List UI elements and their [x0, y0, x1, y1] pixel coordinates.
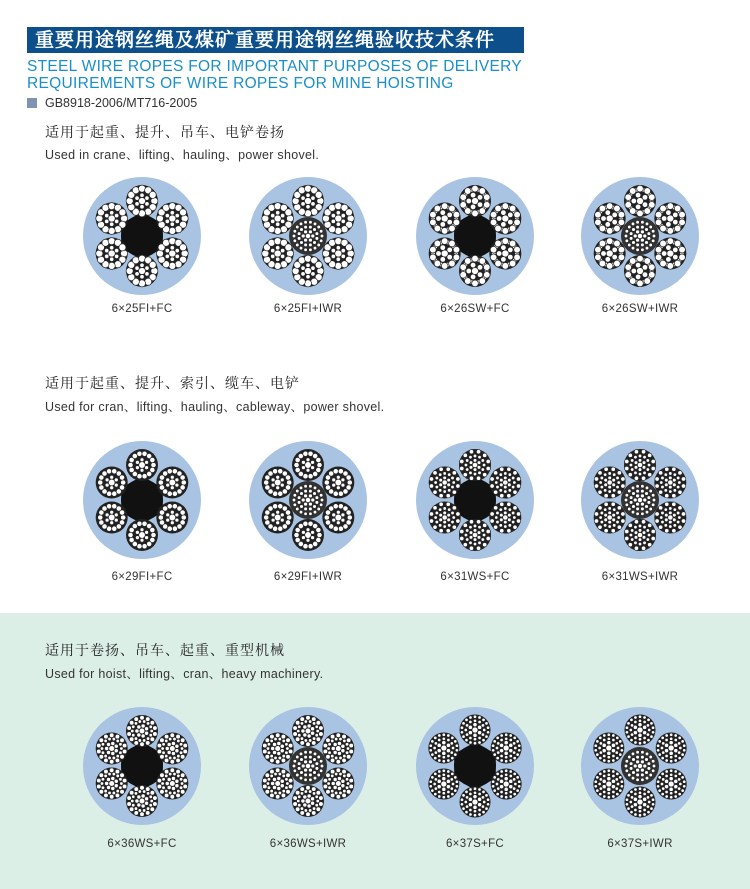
section-3-title-zh: 适用于卷扬、吊车、起重、重型机械	[45, 643, 285, 659]
bullet-square-icon	[27, 98, 37, 108]
rope-cross-section-svg	[248, 176, 368, 296]
rope-diagram	[82, 176, 202, 296]
rope-cross-section-svg	[415, 176, 535, 296]
rope-diagram	[415, 176, 535, 296]
rope-diagram	[82, 706, 202, 826]
rope-cross-section-svg	[82, 440, 202, 560]
page-title-en	[27, 58, 522, 92]
rope-diagram	[415, 440, 535, 560]
rope-label: 6×26SW+FC	[440, 303, 510, 315]
section-1-title-en: Used in crane、lifting、hauling、power shovel.	[45, 148, 320, 162]
rope-cross-section-svg	[580, 706, 700, 826]
standard-text: GB8918-2006/MT716-2005	[45, 96, 198, 110]
rope-label: 6×29FI+FC	[111, 571, 173, 583]
rope-cross-section-svg	[580, 440, 700, 560]
rope-diagram	[248, 706, 368, 826]
rope-cross-section-svg	[82, 706, 202, 826]
rope-label: 6×36WS+IWR	[269, 838, 347, 850]
section-2-title-en: Used for cran、lifting、hauling、cableway、power shovel.	[45, 400, 385, 414]
rope-cross-section-svg	[248, 440, 368, 560]
rope-label: 6×25FI+IWR	[273, 303, 343, 315]
rope-diagram	[82, 440, 202, 560]
section-2-title-zh: 适用于起重、提升、索引、缆车、电铲	[45, 376, 300, 392]
rope-cross-section-svg	[580, 176, 700, 296]
rope-label: 6×37S+FC	[445, 838, 505, 850]
rope-cross-section-svg	[248, 706, 368, 826]
rope-diagram	[248, 440, 368, 560]
rope-label: 6×31WS+FC	[440, 571, 510, 583]
rope-label: 6×25FI+FC	[111, 303, 173, 315]
rope-cross-section-svg	[415, 706, 535, 826]
rope-cross-section-svg	[82, 176, 202, 296]
title-en-line-1: STEEL WIRE ROPES FOR IMPORTANT PURPOSES OF DELIVERY	[27, 58, 523, 75]
rope-label: 6×26SW+IWR	[601, 303, 679, 315]
title-en-line-2: REQUIREMENTS OF WIRE ROPES FOR MINE HOISTING	[27, 75, 454, 92]
rope-diagram	[248, 176, 368, 296]
rope-label: 6×29FI+IWR	[273, 571, 343, 583]
rope-label: 6×36WS+FC	[107, 838, 177, 850]
rope-label: 6×37S+IWR	[607, 838, 673, 850]
rope-cross-section-svg	[415, 440, 535, 560]
rope-diagram	[580, 176, 700, 296]
page-title-zh: 重要用途钢丝绳及煤矿重要用途钢丝绳验收技术条件	[27, 27, 524, 53]
section-1-title-zh: 适用于起重、提升、吊车、电铲卷扬	[45, 125, 285, 141]
rope-diagram	[415, 706, 535, 826]
section-3-title-en: Used for hoist、lifting、cran、heavy machinery.	[45, 667, 324, 681]
standard-code	[27, 96, 197, 110]
rope-diagram	[580, 706, 700, 826]
rope-diagram	[580, 440, 700, 560]
rope-label: 6×31WS+IWR	[601, 571, 679, 583]
